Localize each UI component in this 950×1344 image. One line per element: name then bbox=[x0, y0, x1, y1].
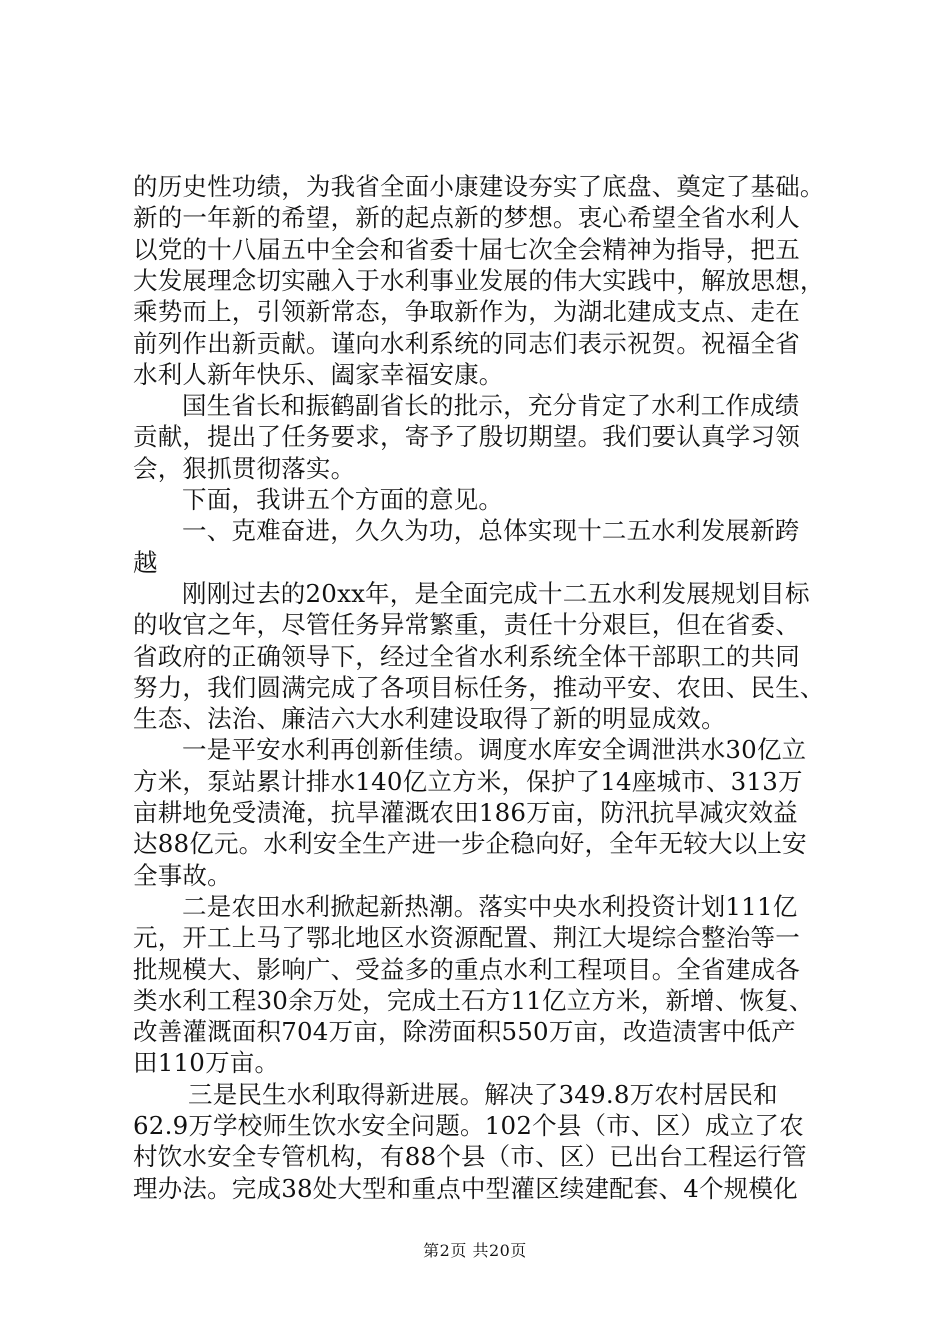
text-line-16: 省政府的正确领导下，经过全省水利系统全体干部职工的共同 bbox=[133, 641, 800, 671]
text-line-6: 前列作出新贡献。谨向水利系统的同志们表示祝贺。祝福全省 bbox=[133, 328, 800, 358]
text-line-26: 批规模大、影响广、受益多的重点水利工程项目。全省建成各 bbox=[133, 954, 800, 984]
text-line-10: 会，狠抓贯彻落实。 bbox=[133, 453, 356, 483]
text-line-31: 62.9万学校师生饮水安全问题。102个县（市、区）成立了农 bbox=[133, 1111, 804, 1140]
text-line-21: 亩耕地免受渍淹，抗旱灌溉农田186万亩，防汛抗旱减灾效益 bbox=[133, 798, 798, 827]
text-line-23: 全事故。 bbox=[133, 860, 232, 890]
text-line-5: 乘势而上，引领新常态，争取新作为，为湖北建成支点、走在 bbox=[133, 297, 800, 327]
text-line-33: 理办法。完成38处大型和重点中型灌区续建配套、4个规模化 bbox=[133, 1173, 798, 1203]
text-line-27: 类水利工程30余万处，完成土石方11亿立方米，新增、恢复、 bbox=[133, 985, 814, 1015]
text-line-32: 村饮水安全专管机构，有88个县（市、区）已出台工程运行管 bbox=[133, 1142, 807, 1172]
text-line-15: 的收官之年，尽管任务异常繁重，责任十分艰巨，但在省委、 bbox=[133, 610, 800, 640]
paragraph-start: 下面，我讲五个方面的意见。 bbox=[182, 485, 504, 514]
section-heading-cont: 越 bbox=[133, 547, 158, 577]
text-line-17: 努力，我们圆满完成了各项目标任务，推动平安、农田、民生、 bbox=[133, 672, 825, 702]
text-line-28: 改善灌溉面积704万亩，除涝面积550万亩，改造渍害中低产 bbox=[133, 1017, 796, 1047]
text-line-1: 的历史性功绩，为我省全面小康建设夯实了底盘、奠定了基础。 bbox=[133, 172, 825, 201]
text-line-20: 方米，泵站累计排水140亿立方米，保护了14座城市、313万 bbox=[133, 766, 803, 796]
text-line-9: 贡献，提出了任务要求，寄予了殷切期望。我们要认真学习领 bbox=[133, 422, 800, 452]
text-line-2: 新的一年新的希望，新的起点新的梦想。衷心希望全省水利人 bbox=[133, 203, 800, 233]
section-heading: 一、克难奋进，久久为功，总体实现十二五水利发展新跨 bbox=[182, 516, 800, 546]
text-line-25: 元，开工上马了鄂北地区水资源配置、荆江大堤综合整治等一 bbox=[133, 923, 800, 953]
paragraph-start: 一是平安水利再创新佳绩。调度水库安全调泄洪水30亿立 bbox=[182, 735, 807, 765]
text-line-29: 田110万亩。 bbox=[133, 1048, 280, 1078]
text-line-4: 大发展理念切实融入于水利事业发展的伟大实践中，解放思想， bbox=[133, 265, 825, 295]
page-number-footer: 第2页 共20页 bbox=[423, 1241, 527, 1260]
text-line-18: 生态、法治、廉洁六大水利建设取得了新的明显成效。 bbox=[133, 704, 726, 734]
text-line-3: 以党的十八届五中全会和省委十届七次全会精神为指导，把五 bbox=[133, 234, 800, 264]
paragraph-start: 国生省长和振鹤副省长的批示，充分肯定了水利工作成绩 bbox=[182, 391, 800, 421]
paragraph-start: 二是农田水利掀起新热潮。落实中央水利投资计划111亿 bbox=[182, 891, 798, 921]
paragraph-start: 刚刚过去的20xx年，是全面完成十二五水利发展规划目标 bbox=[182, 578, 810, 608]
text-line-22: 达88亿元。水利安全生产进一步企稳向好，全年无较大以上安 bbox=[133, 829, 807, 859]
paragraph-start: 三是民生水利取得新进展。解决了349.8万农村居民和 bbox=[188, 1079, 778, 1109]
text-line-7: 水利人新年快乐、阖家幸福安康。 bbox=[133, 359, 504, 389]
